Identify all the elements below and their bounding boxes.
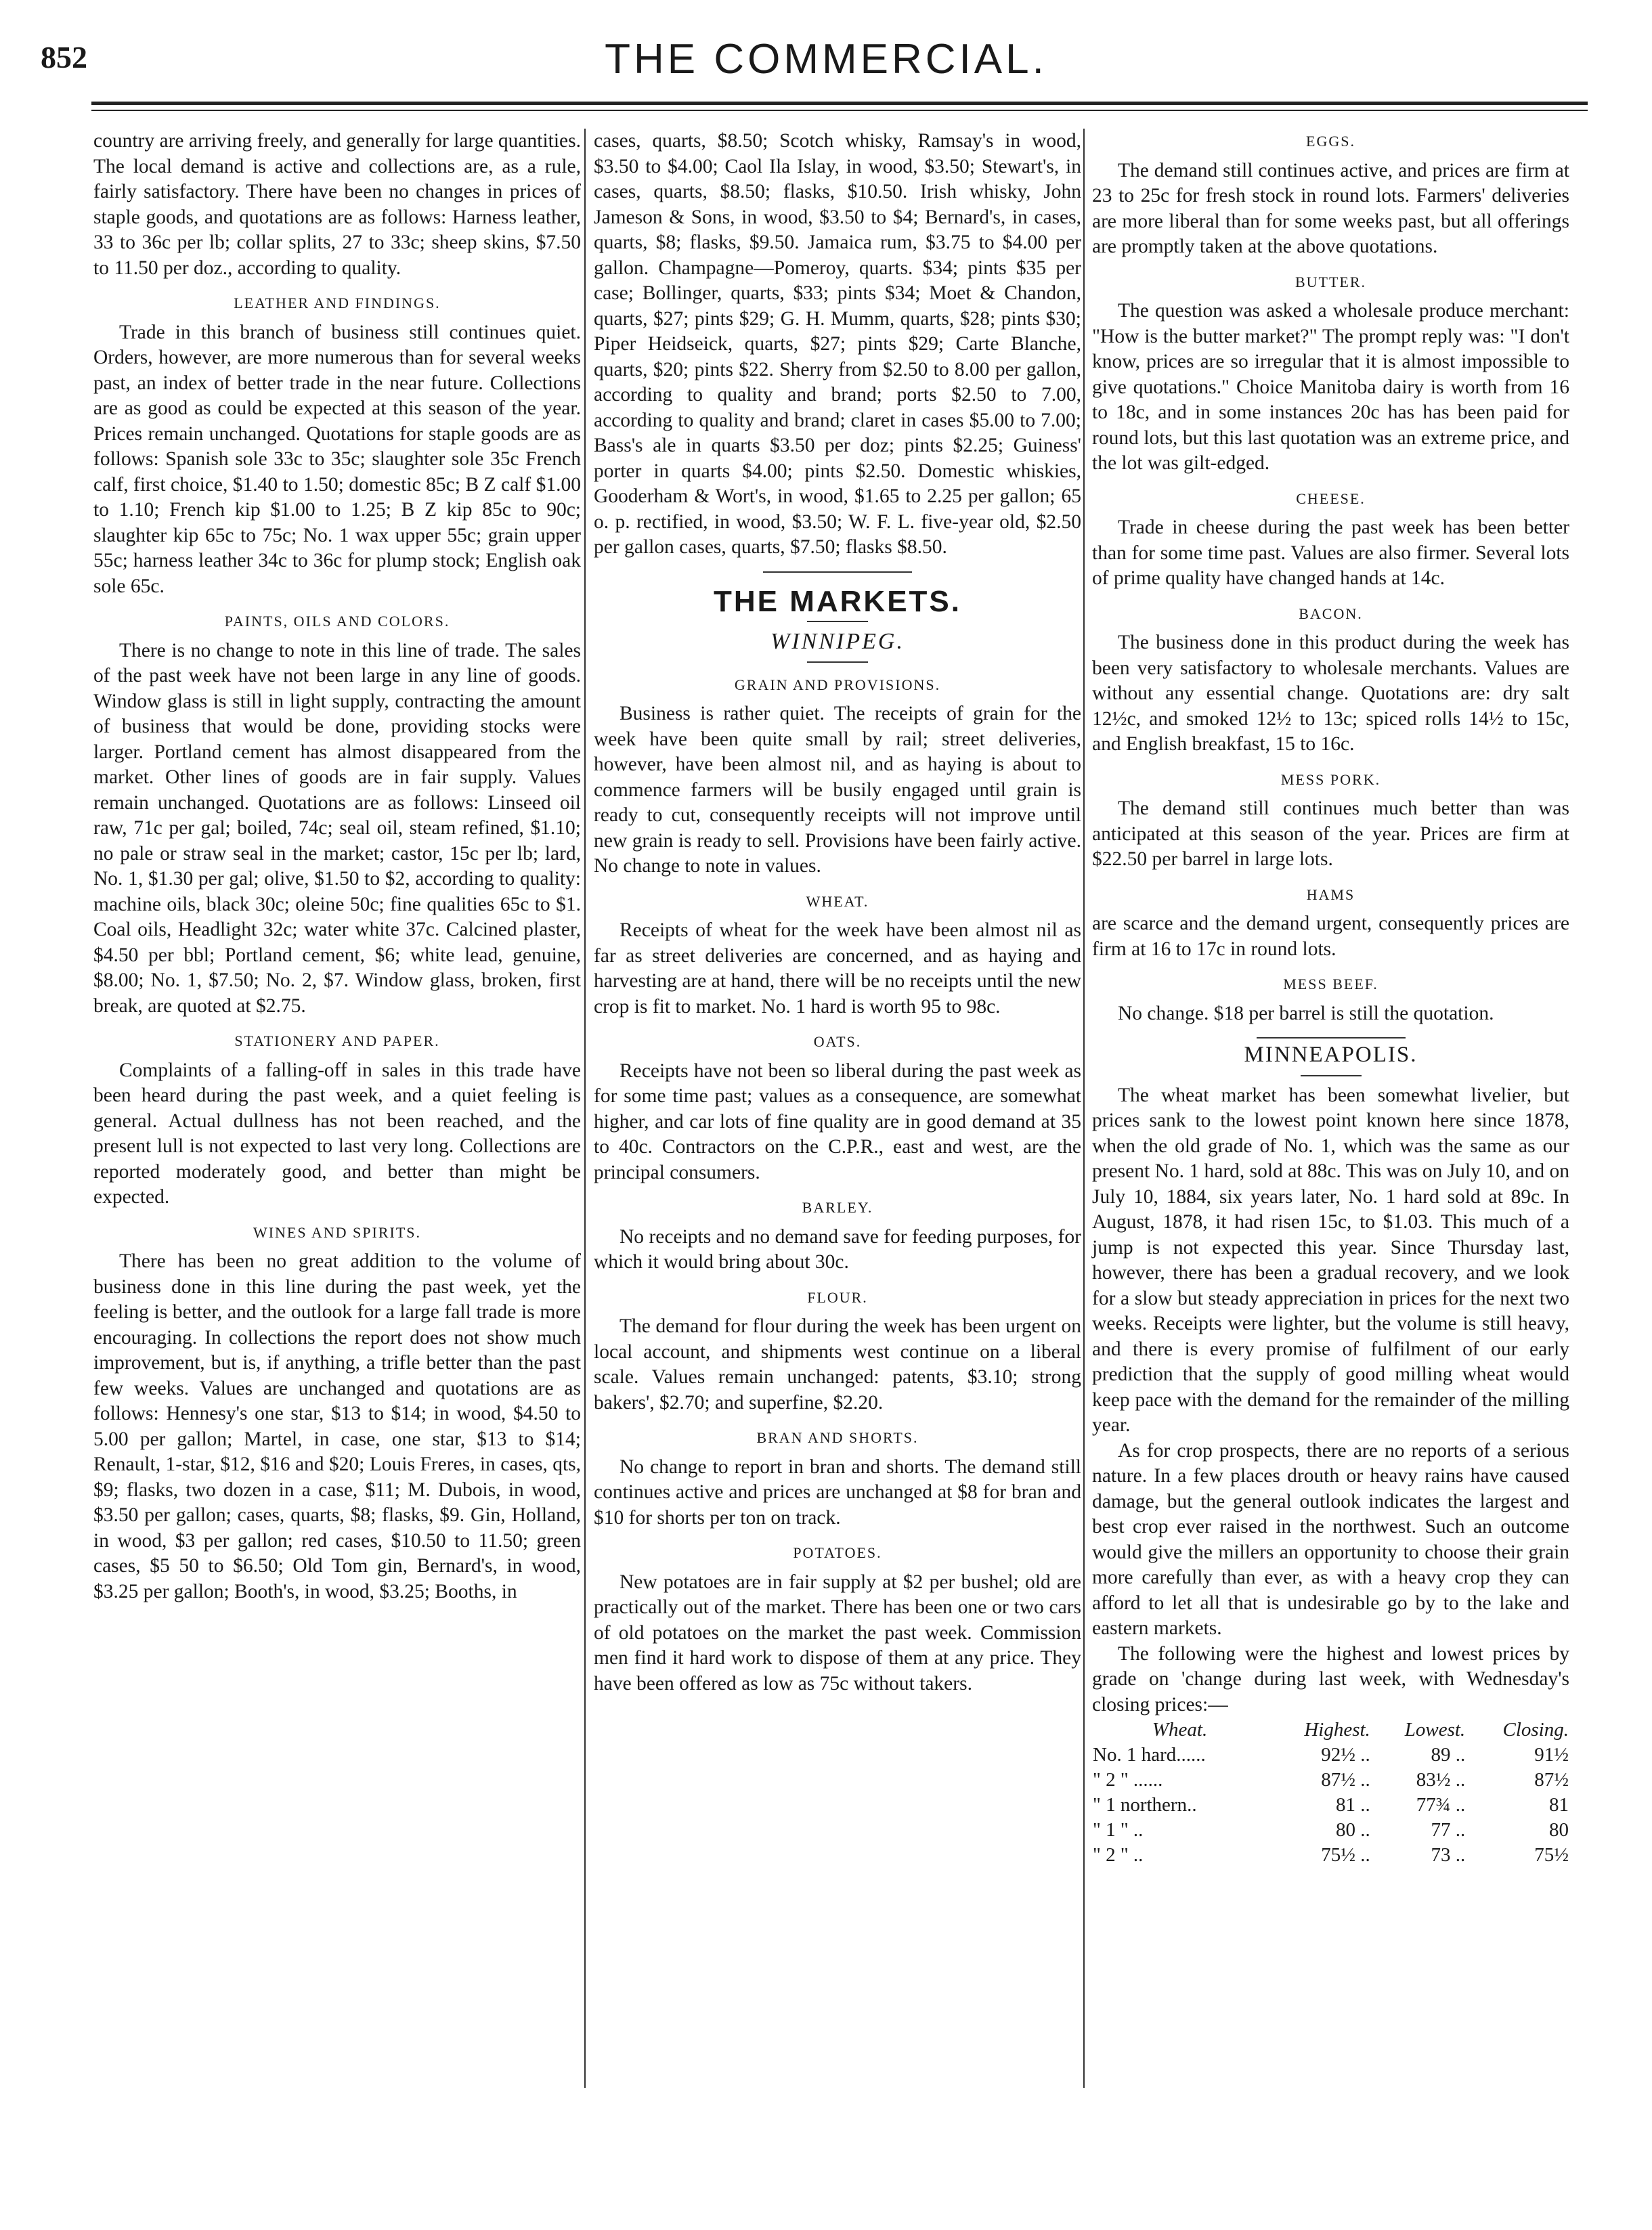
article-paragraph: Trade in cheese during the past week has been better than for some time past. Values are also firmer. Several lots of prime quality have changed hands at 14c.	[1092, 517, 1569, 589]
article-paragraph: The wheat market has been somewhat livelier, but prices sank to the lowest point known here since 1878, when the old grade of No. 1, which was the same as our present No. 1 hard, sold at 88c. This was on July 10, and on July 10, 1884, six years later, No. 1 hard sold at 89c. In August, 1878, it had risen 15c, to $1.03. This much of a jump is not expected this year. Since Thursday last, however, there has been a gradual recovery, and we look for a slow but steady appreciation in prices for the next two weeks. Receipts were lighter, but the volume is still heavy, and there is every promise of fulfilment of our early prediction that the supply of good milling wheat would keep pace with the demand for the remainder of the milling year.	[1092, 1084, 1569, 1436]
column-3	[1092, 129, 1569, 1868]
table-row	[1092, 1843, 1569, 1868]
table-row	[1092, 1793, 1569, 1818]
section-heading: PAINTS, OILS AND COLORS.	[224, 613, 450, 630]
table-header-cell: Highest.	[1304, 1719, 1370, 1741]
page-number: 852	[41, 40, 87, 74]
article-paragraph: cases, quarts, $8.50; Scotch whisky, Ramsay's in wood, $3.50 to $4.00; Caol Ila Islay, in wood, $3.50; Stewart's, in cases, quarts, $8.50; flasks, $10.50. Irish whisky, John Jameson & Sons, in wood, $3.50 to $4; Bernard's, in cases, quarts, $8; flasks, $9.50. Jamaica rum, $3.75 to $4.00 per gallon. Champagne—Pomeroy, quarts. $34; pints $35 per case; Bollinger, quarts, $33; pints $34; Moet & Chandon, quarts, $27; pints $29; G. H. Mumm, quarts, $28; pints $30; Piper Heidseick, quarts, $27; pints $29; Carte Blanche, quarts, $20; pints $22. Sherry from $2.50 to 8.00 per gallon, according to quality and brand; ports $2.50 to 7.00, according to quality and brand; claret in cases $5.00 to 7.00; Bass's ale in quarts $3.50 per doz; pints $2.25; Guiness' porter in quarts $4.00; pints $2.50. Domestic whiskies, Gooderham & Wort's, in wood, $1.65 to 2.25 per gallon; 65 o. p. rectified, in wood, $3.50; W. F. L. five-year old, $2.50 per gallon cases, quarts, $7.50; flasks $8.50.	[594, 130, 1081, 558]
section-heading: LEATHER AND FINDINGS.	[234, 294, 441, 311]
column-2	[594, 129, 1081, 1697]
article-paragraph: Business is rather quiet. The receipts of grain for the week have been quite small by rail; street deliveries, however, have been almost nil, and as haying is about to commence farmers will be busily engaged until grain is ready to cut, consequently receipts will not improve until new grain is ready to sell. Provisions have been fairly active. No change to note in values.	[594, 703, 1081, 877]
column-1	[93, 129, 581, 1604]
section-heading: GRAIN AND PROVISIONS.	[734, 676, 941, 693]
header-rule-thin	[91, 110, 1588, 111]
table-cell: " 2 " ......	[1093, 1769, 1163, 1791]
markets-heading: THE MARKETS.	[714, 584, 961, 618]
section-heading: BARLEY.	[802, 1199, 873, 1216]
section-rule	[1301, 1075, 1362, 1076]
table-cell: 77 ..	[1431, 1819, 1466, 1841]
table-cell: 80	[1549, 1819, 1569, 1841]
section-heading: EGGS.	[1306, 133, 1355, 150]
article-paragraph: country are arriving freely, and generally for large quantities. The local demand is active and collections are, as a rule, fairly satisfactory. There have been no changes in prices of staple goods, and quotations are as follows: Harness leather, 33 to 36c per lb; collar splits, 27 to 33c; sheep skins, $7.50 to 11.50 per doz., according to quality.	[93, 130, 581, 279]
table-header-row	[1092, 1718, 1569, 1743]
table-cell: 83½ ..	[1416, 1769, 1466, 1791]
article-paragraph: The following were the highest and lowest prices by grade on 'change during last week, with Wednesday's closing prices:—	[1092, 1642, 1569, 1715]
article-paragraph: As for crop prospects, there are no reports of a serious nature. In a few places drouth or heavy rains have caused damage, but the general outlook indicates the largest and best crop ever raised in the northwest. Such an outcome would give the millers an opportunity to choose their grain more carefully than ever, as with a heavy crop they can afford to let all that is undesirable go by to the lake and eastern markets.	[1092, 1439, 1569, 1639]
section-heading: HAMS	[1306, 886, 1355, 903]
article-paragraph: Trade in this branch of business still continues quiet. Orders, however, are more numerous than for several weeks past, an index of better trade in the near future. Collections are as good as could be expected at this season of the year. Prices remain unchanged. Quotations for staple goods are as follows: Spanish sole 33c to 35c; slaughter sole 35c French calf, first choice, $1.40 to 1.50; domestic 85c; B Z calf $1.00 to 1.10; French kip $1.00 to 1.25; B Z kip 85c to 90c; slaughter kip 65c to 75c; No. 1 wax upper 55c; grain upper 55c; harness leather 34c to 36c for plump stock; English oak sole 65c.	[93, 321, 581, 597]
section-heading: WINES AND SPIRITS.	[253, 1223, 422, 1241]
column-divider	[1083, 129, 1085, 2088]
section-heading: BUTTER.	[1295, 273, 1367, 290]
section-heading: BACON.	[1299, 605, 1363, 622]
article-paragraph: Complaints of a falling-off in sales in this trade have been heard during the past week, and a quiet feeling is general. Actual dullness has not been reached, and the present lull is not expected to last very long. Collections are reported moderately good, and better than might be expected.	[93, 1059, 581, 1208]
table-row	[1092, 1818, 1569, 1843]
section-heading: WHEAT.	[806, 892, 869, 910]
article-paragraph: No change. $18 per barrel is still the quotation.	[1118, 1002, 1494, 1024]
table-cell: No. 1 hard......	[1093, 1744, 1206, 1766]
table-cell: 75½	[1534, 1844, 1569, 1866]
section-rule	[1257, 1037, 1406, 1039]
column-divider	[584, 129, 586, 2088]
table-cell: 81 ..	[1336, 1794, 1370, 1816]
article-paragraph: There has been no great addition to the volume of business done in this line during the past week, yet the feeling is better, and the outlook for a large fall trade is more encouraging. In collections the report does not show much improvement, but is, if anything, a trifle better than the past few weeks. Values are unchanged and quotations are as follows: Hennesy's one star, $13 to $14; in wood, $4.50 to 5.00 per gallon; Martel, in case, one star, $13 to $14; Renault, 1-star, $12, $16 and $20; Louis Freres, in cases, qts, $9; flasks, two dozen in a case, $11; M. Dubois, in wood, $3.50 per gallon; cases, quarts, $8; flasks, $9. Gin, Holland, in wood, $3 per gallon; red cases, $10.50 to 11.50; green cases, $5 50 to $6.50; Old Tom gin, Bernard's, in wood, $3.25 per gallon; Booth's, in wood, $3.25; Booths, in	[93, 1250, 581, 1602]
table-cell: 91½	[1534, 1744, 1569, 1766]
article-paragraph: The demand still continues active, and prices are firm at 23 to 25c for fresh stock in round lots. Farmers' deliveries are more liberal than for some weeks past, but all offerings are promptly taken at the above quotations.	[1092, 159, 1569, 257]
city-heading-winnipeg: WINNIPEG.	[770, 629, 905, 654]
article-paragraph: The question was asked a wholesale produce merchant: "How is the butter market?" The prompt reply was: "I don't know, prices are so irregular that it is almost impossible to give quotations." Choice Manitoba dairy is worth from 16 to 18c, and in some instances 20c has has been paid for round lots, but this last quotation was an extreme price, and the lot was gilt-edged.	[1092, 300, 1569, 474]
table-cell: " 2 " ..	[1093, 1844, 1144, 1866]
wheat-price-table	[1092, 1718, 1569, 1868]
table-cell: 81	[1549, 1794, 1569, 1816]
table-cell: " 1 northern..	[1093, 1794, 1197, 1816]
table-header-cell: Wheat.	[1152, 1719, 1208, 1741]
table-row	[1092, 1743, 1569, 1768]
table-header-cell: Closing.	[1502, 1719, 1569, 1741]
section-heading: FLOUR.	[807, 1288, 868, 1306]
article-paragraph: The demand for flour during the week has been urgent on local account, and shipments west continue on a liberal scale. Values remain unchanged: patents, $3.10; strong bakers', $2.70; and superfine, $2.20.	[594, 1315, 1081, 1414]
section-rule	[807, 621, 868, 622]
article-paragraph: Receipts have not been so liberal during the past week as for some time past; values as a consequence, are somewhat higher, and car lots of fine quality are in good demand at 35 to 40c. Contractors on the C.P.R., east and west, are the principal consumers.	[594, 1059, 1081, 1183]
section-rule	[763, 571, 912, 573]
section-heading: MESS PORK.	[1280, 770, 1381, 788]
table-row	[1092, 1768, 1569, 1793]
table-cell: 89 ..	[1431, 1744, 1466, 1766]
section-heading: OATS.	[813, 1033, 862, 1050]
section-heading: MESS BEEF.	[1283, 976, 1378, 992]
table-cell: 87½ ..	[1321, 1769, 1370, 1791]
table-cell: 73 ..	[1431, 1844, 1466, 1866]
table-cell: 80 ..	[1336, 1819, 1370, 1841]
article-paragraph: No receipts and no demand save for feeding purposes, for which it would bring about 30c.	[594, 1225, 1081, 1273]
header-rule-thick	[91, 102, 1588, 105]
masthead-title: THE COMMERCIAL.	[605, 36, 1047, 83]
section-heading: CHEESE.	[1296, 489, 1366, 507]
article-paragraph: are scarce and the demand urgent, consequently prices are firm at 16 to 17c in round lots.	[1092, 913, 1569, 960]
table-cell: " 1 " ..	[1093, 1819, 1144, 1841]
article-paragraph: Receipts of wheat for the week have been almost nil as far as street deliveries are concerned, and as haying and harvesting are at hand, there will be no receipts until the new crop is fit to market. No. 1 hard is worth 95 to 98c.	[594, 919, 1081, 1018]
table-cell: 75½ ..	[1321, 1844, 1370, 1866]
table-cell: 77¾ ..	[1416, 1794, 1466, 1816]
article-paragraph: The demand still continues much better than was anticipated at this season of the year. Prices are firm at $22.50 per barrel in large lots.	[1092, 797, 1569, 870]
table-header-cell: Lowest.	[1404, 1719, 1466, 1741]
table-cell: 92½ ..	[1321, 1744, 1370, 1766]
section-heading: STATIONERY AND PAPER.	[234, 1032, 440, 1049]
table-cell: 87½	[1534, 1769, 1569, 1791]
article-paragraph: The business done in this product during the week has been very satisfactory to wholesale merchants. Values are without any essential change. Quotations are: dry salt 12½c, and smoked 12½ to 13c; spiced rolls 14½ to 15c, and English breakfast, 15 to 16c.	[1092, 632, 1569, 755]
section-heading: POTATOES.	[793, 1544, 882, 1561]
article-paragraph: There is no change to note in this line of trade. The sales of the past week have not been large in any line of goods. Window glass is still in light supply, contracting the amount of business that would be done, providing stocks were larger. Portland cement has almost disappeared from the market. Other lines of goods are in fair supply. Values remain unchanged. Quotations are as follows: Linseed oil raw, 71c per gal; boiled, 74c; seal oil, steam refined, $1.10; no pale or straw seal in the market; castor, 15c per lb; lard, No. 1, $1.30 per gal; olive, $1.50 to $2, according to quality: machine oils, black 30c; oleine 50c; fine qualities 65c to $1. Coal oils, Headlight 32c; water white 37c. Calcined plaster, $4.50 per bbl; Portland cement, $6; white lead, genuine, $8.00; No. 1, $7.50; No. 2, $7. Window glass, broken, first break, are quoted at $2.75.	[93, 639, 581, 1017]
city-heading-minneapolis: MINNEAPOLIS.	[1244, 1043, 1418, 1067]
section-rule	[807, 661, 868, 663]
section-heading: BRAN AND SHORTS.	[756, 1429, 919, 1446]
article-paragraph: New potatoes are in fair supply at $2 per bushel; old are practically out of the market. There has been one or two cars of old potatoes on the market the past week. Commission men find it hard work to dispose of them at any price. They have been offered as low as 75c without takers.	[594, 1571, 1081, 1695]
article-paragraph: No change to report in bran and shorts. The demand still continues active and prices are unchanged at $8 for bran and $10 for shorts per ton on track.	[594, 1456, 1081, 1529]
